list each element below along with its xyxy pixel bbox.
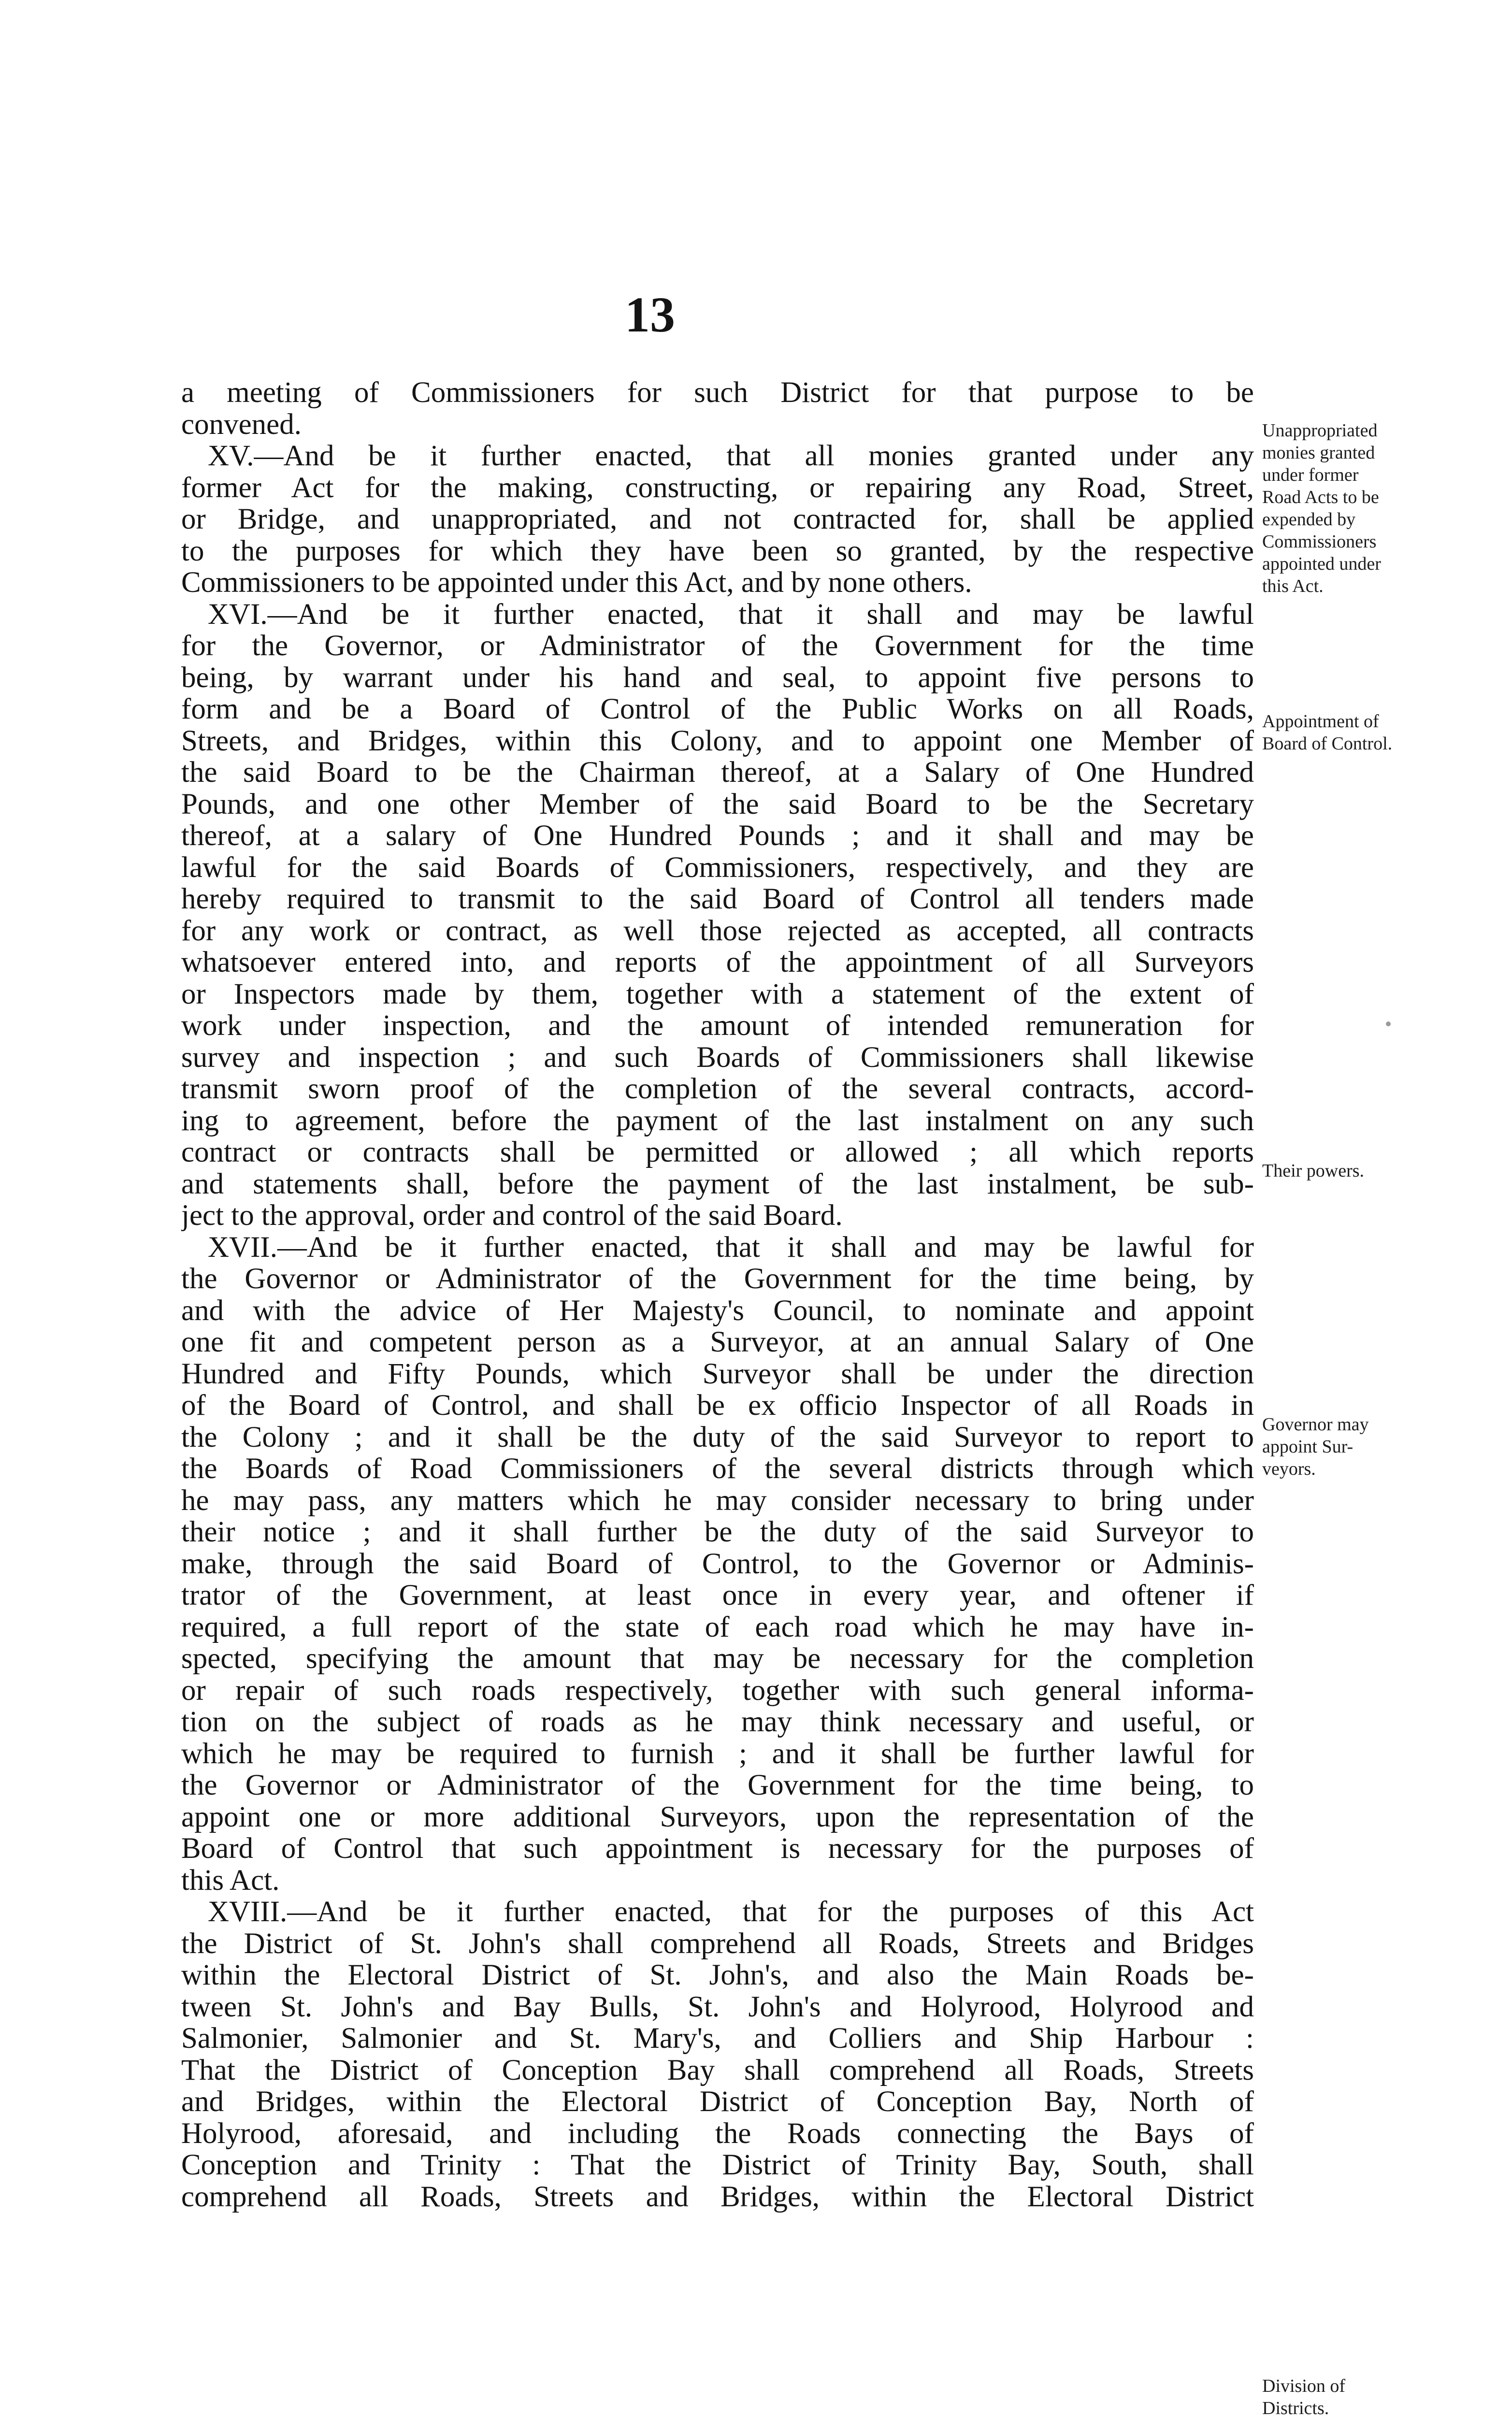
text-line: being, by warrant under his hand and seal, to appoint five persons to xyxy=(181,662,1254,693)
text-line: and statements shall, before the payment of the last instalment, be sub- xyxy=(181,1168,1254,1200)
text-line: former Act for the making, constructing, or repairing any Road, Street, xyxy=(181,472,1254,503)
text-line: work under inspection, and the amount of intended remuneration for xyxy=(181,1010,1254,1042)
page-number: 13 xyxy=(625,287,675,343)
margin-note-line: Their powers. xyxy=(1262,1161,1365,1181)
text-line: transmit sworn proof of the completion of the several contracts, accord- xyxy=(181,1073,1254,1105)
text-line: the Governor or Administrator of the Government for the time being, to xyxy=(181,1769,1254,1801)
margin-note-districts xyxy=(1262,2375,1504,2416)
text-line: and with the advice of Her Majesty's Council, to nominate and appoint xyxy=(181,1294,1254,1326)
text-line: to the purposes for which they have been so granted, by the respective xyxy=(181,535,1254,567)
body-text xyxy=(181,377,1254,2213)
text-line: contract or contracts shall be permitted or allowed ; all which reports xyxy=(181,1136,1254,1168)
margin-note-line: Unappropriated xyxy=(1262,420,1378,441)
text-line: thereof, at a salary of One Hundred Pounds ; and it shall and may be xyxy=(181,820,1254,852)
text-line: for any work or contract, as well those rejected as accepted, all contracts xyxy=(181,915,1254,947)
text-line: Holyrood, aforesaid, and including the Roads connecting the Bays of xyxy=(181,2117,1254,2149)
margin-note-line: appoint Sur- xyxy=(1262,1437,1354,1457)
margin-note-line: under former xyxy=(1262,465,1359,485)
margin-note-line: Division of xyxy=(1262,2376,1346,2396)
section-xvii-heading-line: XVII.—And be it further enacted, that it shall and may be lawful for xyxy=(208,1231,1254,1263)
text-line: Salmonier, Salmonier and St. Mary's, and Colliers and Ship Harbour : xyxy=(181,2023,1254,2055)
margin-note-their-powers xyxy=(1262,1160,1504,1182)
text-line: Conception and Trinity : That the District of Trinity Bay, South, shall xyxy=(181,2149,1254,2181)
text-line: for the Governor, or Administrator of the Government for the time xyxy=(181,630,1254,662)
section-xv-heading-line: XV.—And be it further enacted, that all monies granted under any xyxy=(208,440,1254,472)
ink-speck xyxy=(1386,1021,1391,1026)
text-line: hereby required to transmit to the said Board of Control all tenders made xyxy=(181,883,1254,915)
text-line: or Inspectors made by them, together with a statement of the extent of xyxy=(181,978,1254,1010)
text-line: the District of St. John's shall comprehend all Roads, Streets and Bridges xyxy=(181,1927,1254,1959)
text-line: appoint one or more additional Surveyors, upon the representation of the xyxy=(181,1801,1254,1833)
text-line: Commissioners to be appointed under this Act, and by none others. xyxy=(181,567,972,599)
text-line: a meeting of Commissioners for such District for that purpose to be xyxy=(181,377,1254,409)
margin-note-line: this Act. xyxy=(1262,576,1324,596)
text-line: of the Board of Control, and shall be ex officio Inspector of all Roads in xyxy=(181,1390,1254,1422)
margin-note-line: monies granted xyxy=(1262,443,1375,463)
section-xviii-heading-line: XVIII.—And be it further enacted, that for the purposes of this Act xyxy=(208,1896,1254,1928)
text-line: Hundred and Fifty Pounds, which Surveyor shall be under the direction xyxy=(181,1358,1254,1390)
text-line: or Bridge, and unappropriated, and not contracted for, shall be applied xyxy=(181,503,1254,535)
margin-note-line: Appointment of xyxy=(1262,711,1379,732)
text-line: comprehend all Roads, Streets and Bridges, within the Electoral District xyxy=(181,2181,1254,2213)
text-line: form and be a Board of Control of the Public Works on all Roads, xyxy=(181,693,1254,725)
text-line: which he may be required to furnish ; and it shall be further lawful for xyxy=(181,1738,1254,1769)
text-line: convened. xyxy=(181,408,302,440)
text-line: lawful for the said Boards of Commissioners, respectively, and they are xyxy=(181,851,1254,883)
text-line: That the District of Conception Bay shall comprehend all Roads, Streets xyxy=(181,2054,1254,2086)
text-line: ject to the approval, order and control of the said Board. xyxy=(181,1200,843,1232)
text-line: spected, specifying the amount that may be necessary for the completion xyxy=(181,1643,1254,1675)
text-line: survey and inspection ; and such Boards of Commissioners shall likewise xyxy=(181,1041,1254,1073)
text-line: Streets, and Bridges, within this Colony, and to appoint one Member of xyxy=(181,725,1254,757)
text-line: trator of the Government, at least once in every year, and oftener if xyxy=(181,1580,1254,1611)
text-line: required, a full report of the state of each road which he may have in- xyxy=(181,1611,1254,1643)
margin-note-unappropriated-monies xyxy=(1262,419,1504,597)
text-line: or repair of such roads respectively, together with such general informa- xyxy=(181,1674,1254,1706)
text-line: ing to agreement, before the payment of the last instalment on any such xyxy=(181,1105,1254,1136)
margin-note-board-of-control xyxy=(1262,710,1504,755)
text-line: whatsoever entered into, and reports of the appointment of all Surveyors xyxy=(181,947,1254,978)
margin-note-line: Governor may xyxy=(1262,1414,1369,1435)
text-line: within the Electoral District of St. John's, and also the Main Roads be- xyxy=(181,1959,1254,1991)
text-line: Pounds, and one other Member of the said Board to be the Secretary xyxy=(181,788,1254,820)
text-line: the said Board to be the Chairman thereof, at a Salary of One Hundred xyxy=(181,757,1254,789)
text-line: the Governor or Administrator of the Government for the time being, by xyxy=(181,1263,1254,1295)
margin-note-line: Road Acts to be xyxy=(1262,487,1379,507)
text-line: one fit and competent person as a Surveyor, at an annual Salary of One xyxy=(181,1326,1254,1358)
text-line: make, through the said Board of Control, to the Governor or Adminis- xyxy=(181,1548,1254,1580)
margin-note-line: expended by xyxy=(1262,509,1356,530)
text-line: their notice ; and it shall further be the duty of the said Surveyor to xyxy=(181,1516,1254,1548)
margin-note-line: Board of Control. xyxy=(1262,733,1393,754)
margin-note-line: veyors. xyxy=(1262,1459,1316,1479)
margin-note-line: appointed under xyxy=(1262,554,1381,574)
text-line: he may pass, any matters which he may consider necessary to bring under xyxy=(181,1484,1254,1516)
margin-note-line: Districts. xyxy=(1262,2398,1329,2416)
text-line: tion on the subject of roads as he may think necessary and useful, or xyxy=(181,1706,1254,1738)
margin-note-surveyors xyxy=(1262,1413,1504,1480)
text-line: tween St. John's and Bay Bulls, St. John's and Holyrood, Holyrood and xyxy=(181,1991,1254,2023)
text-line: the Boards of Road Commissioners of the several districts through which xyxy=(181,1453,1254,1485)
text-line: the Colony ; and it shall be the duty of the said Surveyor to report to xyxy=(181,1421,1254,1453)
margin-note-line: Commissioners xyxy=(1262,532,1377,552)
text-line: and Bridges, within the Electoral District of Conception Bay, North of xyxy=(181,2086,1254,2118)
text-line: this Act. xyxy=(181,1864,280,1896)
section-xvi-heading-line: XVI.—And be it further enacted, that it shall and may be lawful xyxy=(208,598,1254,630)
text-line: Board of Control that such appointment is necessary for the purposes of xyxy=(181,1833,1254,1865)
